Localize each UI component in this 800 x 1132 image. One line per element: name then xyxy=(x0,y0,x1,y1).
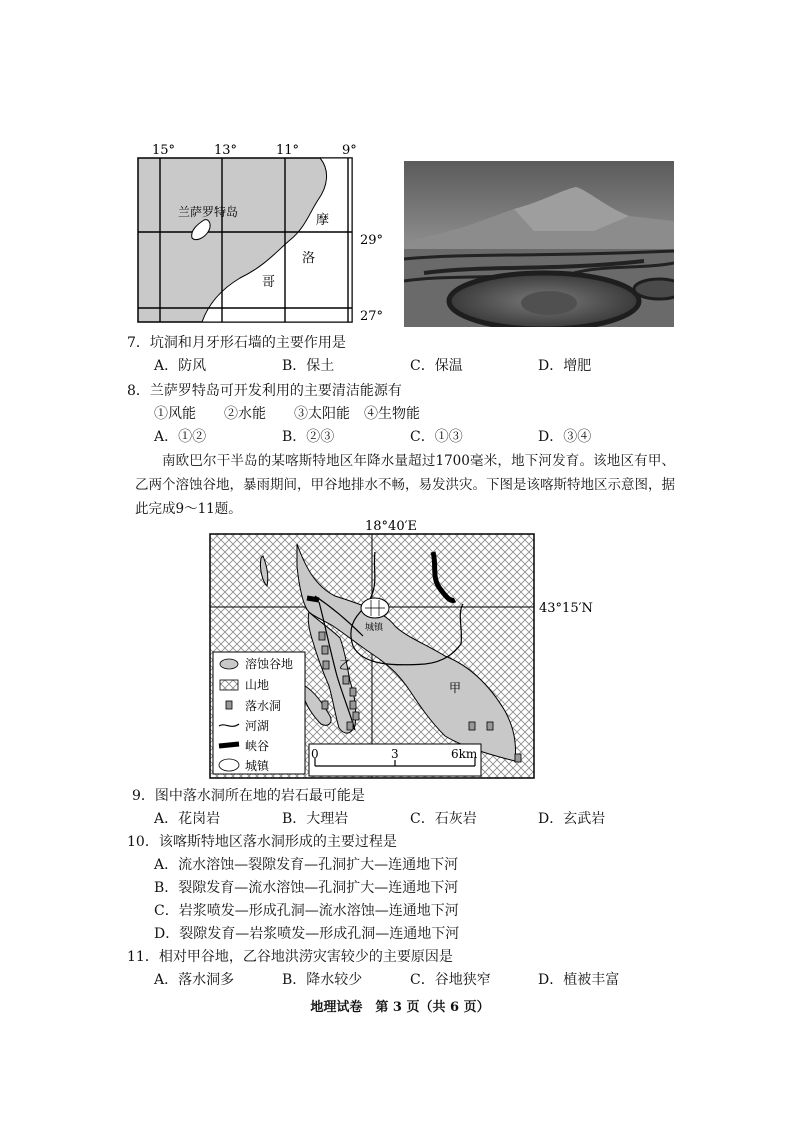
page-footer: 地理试卷 第 3 页（共 6 页） xyxy=(310,1000,490,1015)
lat-label-27: 27° xyxy=(360,309,384,324)
q11-option-d[interactable]: D．植被丰富 xyxy=(538,972,620,988)
q8-option-a[interactable]: A．①② xyxy=(154,429,207,445)
q7-option-c[interactable]: C．保温 xyxy=(410,358,463,374)
scale-3: 3 xyxy=(391,747,399,761)
karst-map xyxy=(205,516,605,780)
legend-river: 河湖 xyxy=(245,719,270,733)
valley-yi-label: 乙 xyxy=(339,658,352,672)
country-char-2: 洛 xyxy=(302,251,316,266)
scale-6km: 6km xyxy=(451,747,478,761)
q10-option-b[interactable]: B．裂隙发育—流水溶蚀—孔洞扩大—连通地下河 xyxy=(154,880,459,896)
q9-option-d[interactable]: D．玄武岩 xyxy=(538,811,606,827)
lon-label-15: 15° xyxy=(152,143,176,158)
q8-stem: 8．兰萨罗特岛可开发利用的主要清洁能源有 xyxy=(127,383,402,399)
country-char-1: 摩 xyxy=(316,213,330,228)
q9-option-b[interactable]: B．大理岩 xyxy=(282,811,349,827)
q7-option-b[interactable]: B．保土 xyxy=(282,358,335,374)
scale-0: 0 xyxy=(311,747,319,761)
town-label: 城镇 xyxy=(365,623,384,633)
q8-option-c[interactable]: C．①③ xyxy=(410,429,463,445)
legend-mountain: 山地 xyxy=(245,678,270,692)
q10-option-c[interactable]: C．岩浆喷发—形成孔洞—流水溶蚀—连通地下河 xyxy=(154,903,459,919)
q11-option-b[interactable]: B．降水较少 xyxy=(282,972,363,988)
karst-intro-paragraph: 南欧巴尔干半岛的某喀斯特地区年降水量超过1700毫米，地下河发育。该地区有甲、乙两个溶蚀谷地，暴雨期间，甲谷地排水不畅，易发洪灾。下图是该喀斯特地区示意图，据此完成9～11题。 xyxy=(135,453,675,517)
lon-label-18-40e: 18°40′E xyxy=(365,519,418,534)
farmland-photo xyxy=(404,161,674,327)
lon-label-13: 13° xyxy=(214,143,238,158)
q7-option-a[interactable]: A．防风 xyxy=(154,358,207,374)
q11-option-c[interactable]: C．谷地狭窄 xyxy=(410,972,491,988)
q10-stem: 10．该喀斯特地区落水洞形成的主要过程是 xyxy=(127,834,397,850)
lanzarote-map xyxy=(130,140,400,330)
legend-valley: 溶蚀谷地 xyxy=(245,657,294,671)
q8-option-b[interactable]: B．②③ xyxy=(282,429,335,445)
lat-label-29: 29° xyxy=(360,233,384,248)
country-char-3: 哥 xyxy=(262,275,276,290)
q10-option-a[interactable]: A．流水溶蚀—裂隙发育—孔洞扩大—连通地下河 xyxy=(154,857,459,873)
q9-option-c[interactable]: C．石灰岩 xyxy=(410,811,477,827)
lon-label-9: 9° xyxy=(342,143,357,158)
legend-canyon: 峡谷 xyxy=(245,739,270,753)
island-label: 兰萨罗特岛 xyxy=(178,205,239,219)
q7-option-d[interactable]: D．增肥 xyxy=(538,358,592,374)
q9-stem: 9．图中落水洞所在地的岩石最可能是 xyxy=(132,788,365,804)
q7-stem: 7．坑洞和月牙形石墙的主要作用是 xyxy=(127,335,346,351)
lon-label-11: 11° xyxy=(276,143,300,158)
q9-option-a[interactable]: A．花岗岩 xyxy=(154,811,221,827)
legend-town: 城镇 xyxy=(245,759,270,773)
valley-jia-label: 甲 xyxy=(449,681,462,695)
q8-option-d[interactable]: D．③④ xyxy=(538,429,592,445)
q11-stem: 11．相对甲谷地，乙谷地洪涝灾害较少的主要原因是 xyxy=(127,949,453,965)
legend-sinkhole: 落水洞 xyxy=(245,699,282,713)
q11-option-a[interactable]: A．落水洞多 xyxy=(154,972,235,988)
lat-label-43-15n: 43°15′N xyxy=(539,601,593,616)
q8-choices: ①风能 ②水能 ③太阳能 ④生物能 xyxy=(154,406,420,422)
q10-option-d[interactable]: D．裂隙发育—岩浆喷发—形成孔洞—连通地下河 xyxy=(154,926,460,942)
